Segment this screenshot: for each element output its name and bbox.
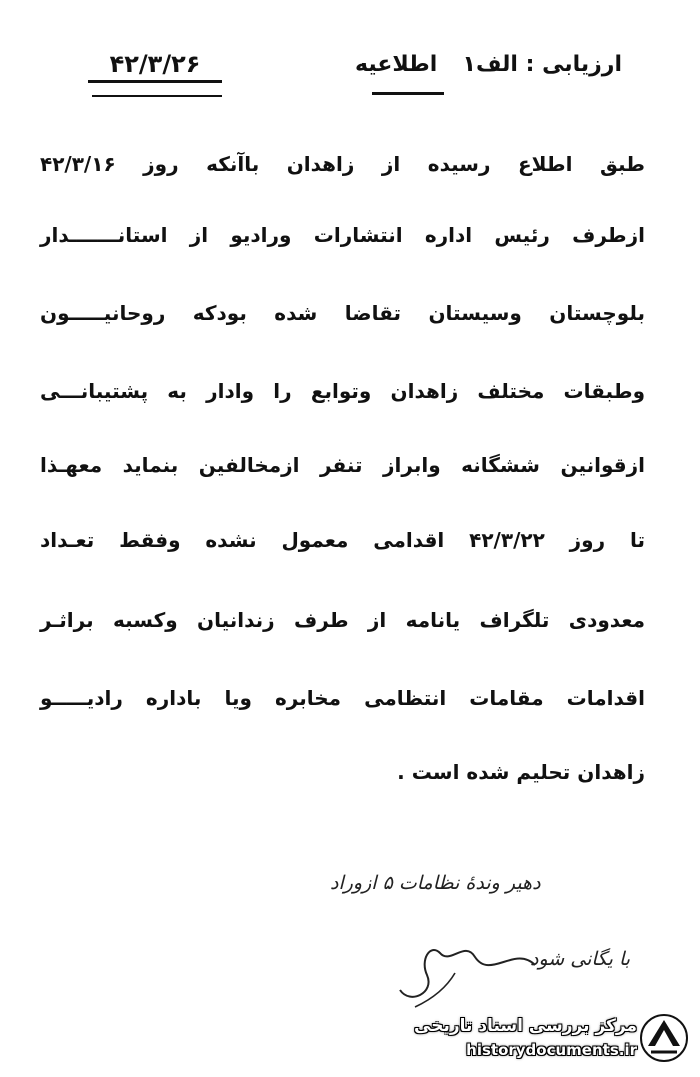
body-line-4: وطبقات مختلف زاهدان وتوابع را وادار به پشتیبانـــی [40,379,645,403]
notice-heading: اطلاعیه [355,52,438,77]
body-line-2: ازطرف رئیس اداره انتشارات ورادیو از استانـــــــدار [40,223,645,247]
watermark-url: historydocuments.ir [466,1041,637,1059]
handwritten-signature [395,935,545,1015]
body-line-8: اقدامات مقامات انتظامی مخابره ویا باداره رادیـــــو [40,686,645,710]
notice-heading-group [355,52,437,77]
date-double-underline [92,95,222,97]
body-line-7: معدودی تلگراف یانامه از طرف زندانیان وکسبه براثـر [40,608,645,632]
body-line-1: طبق اطلاع رسیده از زاهدان باآنکه روز ۴۲/۳/۱۶ [40,152,645,176]
handwritten-note-line2: با یگانی شود [530,948,631,970]
document-date: ۴۲/۳/۲۶ [109,50,201,78]
body-line-3: بلوچستان وسیستان تقاضا شده بودکه روحانیـــــون [40,301,645,325]
watermark-logo [400,1010,695,1070]
watermark-title: مرکز بررسی اسناد تاریخی [414,1016,637,1036]
body-line-last: زاهدان تحلیم شده است . [397,760,645,784]
body-line-5: ازقوانین ششگانه وابراز تنفر ازمخالفین بنماید معهـذا [40,453,645,477]
handwritten-note-line1: دهیر وندهٔ نظامات ۵ ازوراد [330,872,541,894]
body-line-6: تا روز ۴۲/۳/۲۲ اقدامی معمول نشده وفقط تعـداد [40,528,646,552]
date-underline [88,80,222,83]
archive-logo-icon [639,1012,689,1064]
document-classification: ارزیابی : الف۱ [462,52,622,77]
notice-underline [372,92,444,95]
